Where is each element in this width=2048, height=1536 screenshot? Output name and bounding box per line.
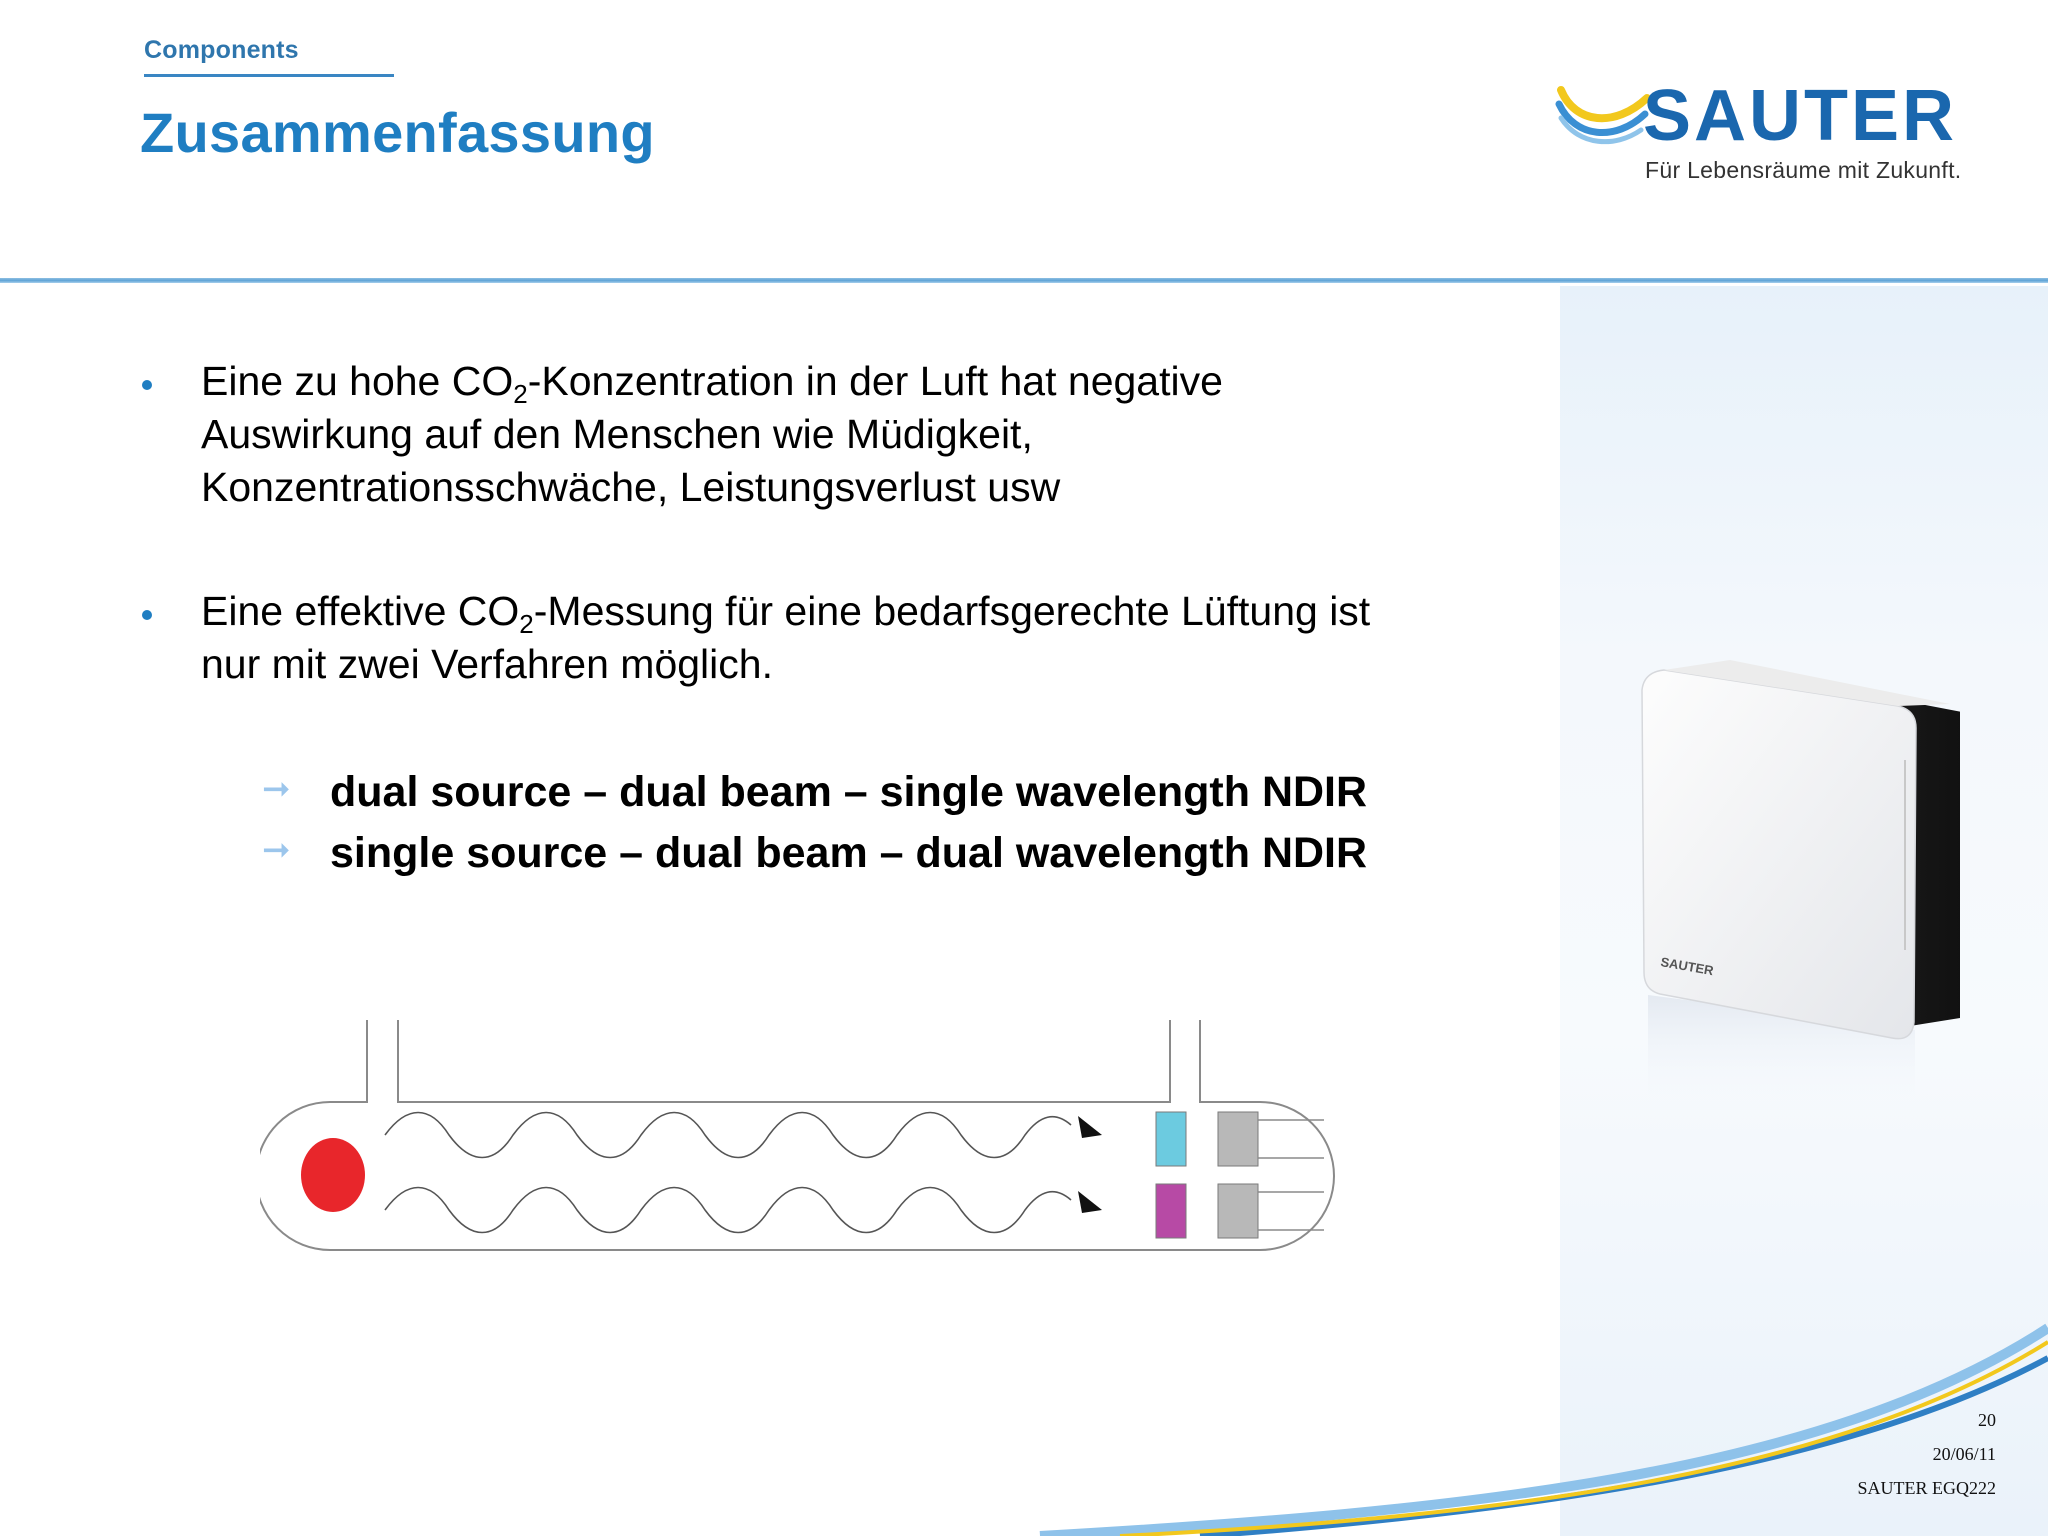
header-divider	[0, 278, 2048, 283]
detector-top	[1218, 1112, 1258, 1166]
document-reference: SAUTER EGQ222	[1857, 1478, 1996, 1498]
bullet-line: Auswirkung auf den Menschen wie Müdigkeit,	[201, 411, 1033, 457]
ndir-sensor-diagram	[260, 1020, 1340, 1260]
ir-light-source	[301, 1138, 365, 1212]
bullet-dot-icon	[142, 610, 152, 620]
logo-tagline: Für Lebensräume mit Zukunft.	[1645, 157, 1962, 183]
sub-item-text: dual source – dual beam – single wavelength NDIR	[330, 768, 1368, 816]
bullet-text	[201, 355, 1601, 514]
text-run: -Messung für eine bedarfsgerechte Lüftung ist	[533, 588, 1371, 634]
sub-item-text: single source – dual beam – dual wavelength NDIR	[330, 829, 1368, 877]
filter-cyan	[1156, 1112, 1186, 1166]
measurement-tube	[367, 1020, 1200, 1100]
filter-magenta	[1156, 1184, 1186, 1238]
page-title: Zusammenfassung	[140, 101, 655, 164]
bullet-line	[201, 355, 1601, 408]
bullet-dot-icon	[142, 380, 152, 390]
slide-date: 20/06/11	[1932, 1444, 1996, 1464]
arrow-right-icon: ➞	[262, 770, 291, 808]
bullet-text	[201, 585, 1601, 691]
section-label: Components	[144, 36, 299, 64]
section-underline	[144, 74, 394, 77]
ir-beam-wave	[385, 1188, 1071, 1233]
detector-leads	[1258, 1120, 1324, 1230]
device-brand-mark: SAUTER	[1659, 954, 1715, 979]
subscript: 2	[513, 379, 528, 409]
sauter-egq222-device-image	[1630, 650, 1960, 1100]
text-run: Eine effektive CO	[201, 588, 520, 634]
beam-arrowhead-icon	[1078, 1191, 1102, 1213]
text-run: Eine zu hohe CO	[201, 358, 514, 404]
bullet-line: Konzentrationsschwäche, Leistungsverlust usw	[201, 464, 1061, 510]
sauter-logo	[1555, 76, 1975, 190]
text-run: -Konzentration in der Luft hat negative	[527, 358, 1223, 404]
detector-bottom	[1218, 1184, 1258, 1238]
bullet-line	[201, 585, 1601, 638]
beam-arrowhead-icon	[1078, 1116, 1102, 1138]
page-number: 20	[1978, 1410, 1996, 1430]
ir-beam-wave	[385, 1113, 1071, 1158]
bullet-line: nur mit zwei Verfahren möglich.	[201, 641, 773, 687]
device-front	[1642, 670, 1916, 1039]
arrow-right-icon: ➞	[262, 831, 291, 869]
logo-swoosh-icon	[1555, 80, 1655, 150]
subscript: 2	[519, 609, 534, 639]
logo-wordmark: SAUTER	[1643, 76, 1958, 156]
